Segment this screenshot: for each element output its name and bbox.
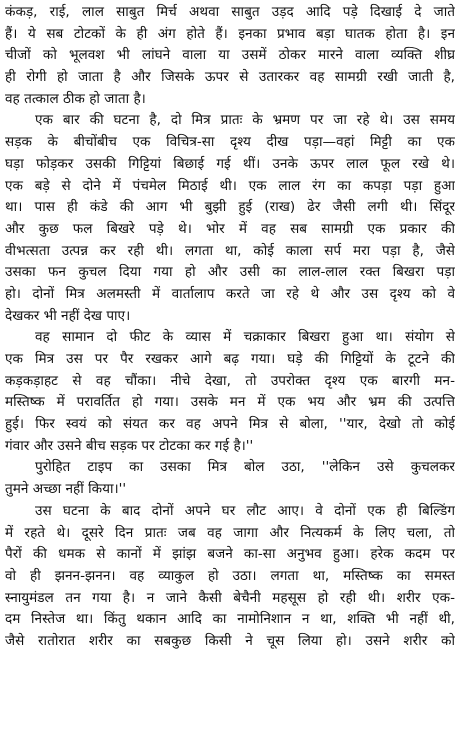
text-line: देखकर भी नहीं देख पाए। — [5, 307, 131, 324]
text-line: वह तत्काल ठीक हो जाता है। — [5, 90, 146, 107]
text-line: कंकड़, राई, लाल साबुत मिर्च अथवा साबुत उड़द आदि पड़े दिखाई दे जाते — [5, 4, 455, 20]
text-line: मस्तिष्क में परावर्तित हो गया। उसके मन में एक भय और भ्रम की उत्पत्ति — [5, 394, 455, 411]
text-line: था। पास ही कंडे की आग भी बुझी हुई (राख) ढेर जैसी लगी थी। सिंदूर — [5, 199, 455, 216]
text-line: एक मित्र उस पर पैर रखकर आगे बढ़ गया। घड़े की गिट्टियों के टूटने की — [5, 351, 455, 367]
text-line: उस घटना के बाद दोनों अपने घर लौट आए। वे दोनों एक ही बिल्डिंग — [35, 502, 455, 519]
text-line: स्नायुमंडल तन गया है। न जाने कैसी बेचैनी महसूस हो रही थी। शरीर एक- — [5, 589, 455, 606]
text-line: वो ही झनन-झनन। वह व्याकुल हो उठा। लगता था, मस्तिष्क का समस्त — [5, 567, 455, 584]
text-line: तुमने अच्छा नहीं किया।'' — [5, 481, 127, 498]
text-line: एक बड़े से दोने में पंचमेल मिठाई थी। एक लाल रंग का कपड़ा पड़ा हुआ — [5, 177, 455, 194]
text-line: दम निस्तेज था। किंतु थकान आदि का नामोनिशान न था, शक्ति भी नहीं थी, — [5, 611, 455, 628]
text-line: चीजों को भूलवश भी लांघने वाला या उसमें ठोकर मारने वाला व्यक्ति शीघ्र — [5, 47, 455, 64]
text-line: हो। दोनों मित्र अलमस्ती में वार्तालाप करते जा रहे थे और उस दृश्य को वे — [5, 285, 455, 302]
text-line: पुरोहित टाइप का उसका मित्र बोल उठा, ''लेकिन उसे कुचलकर — [35, 459, 455, 476]
text-line: वीभत्सता उत्पन्न कर रही थी। लगता था, कोई काला सर्प मरा पड़ा है, जैसे — [5, 242, 455, 259]
text-line: ही रोगी हो जाता है और जिसके ऊपर से उतारकर वह सामग्री रखी जाती है, — [5, 69, 455, 86]
text-line: वह सामान दो फीट के व्यास में चक्राकार बिखरा हुआ था। संयोग से — [35, 329, 455, 346]
text-line: पैरों की धमक से कानों में झांझ बजने का-सा अनुभव हुआ। हरेक कदम पर — [5, 546, 455, 563]
text-line: उसका फन कुचल दिया गया हो और उसी का लाल-लाल रक्त बिखरा पड़ा — [5, 264, 455, 281]
text-line: कड़कड़ाहट से वह चौंका। नीचे देखा, तो उपरोक्त दृश्य एक बारगी मन- — [5, 372, 455, 389]
text-line: घड़ा फोड़कर उसकी गिट्टियां बिछाई गई थीं। उनके ऊपर लाल फूल रखे थे। — [5, 155, 455, 172]
text-line: हुई। फिर स्वयं को संयत कर वह अपने मित्र से बोला, ''यार, देखो तो कोई — [5, 416, 455, 433]
text-line: हैं। ये सब टोटकों के ही अंग होते हैं। इनका प्रभाव बड़ा घातक होता है। इन — [5, 25, 455, 42]
text-line: एक बार की घटना है, दो मित्र प्रातः के भ्रमण पर जा रहे थे। उस समय — [35, 112, 455, 129]
text-line: सड़क के बीचोंबीच एक विचित्र-सा दृश्य दीख पड़ा—वहां मिट्टी का एक — [5, 134, 455, 151]
text-line: गंवार और उसने बीच सड़क पर टोटका कर गई है।'' — [5, 437, 254, 454]
text-line: में रहते थे। दूसरे दिन प्रातः जब वह जागा और नित्यकर्म के लिए चला, तो — [5, 524, 455, 541]
text-line: जैसे रातोरात शरीर का सबकुछ किसी ने चूस लिया हो। उसने शरीर को — [5, 632, 455, 649]
text-line: और कुछ फल बिखरे पड़े थे। भोर में वह सब सामग्री एक प्रकार की — [5, 220, 455, 237]
